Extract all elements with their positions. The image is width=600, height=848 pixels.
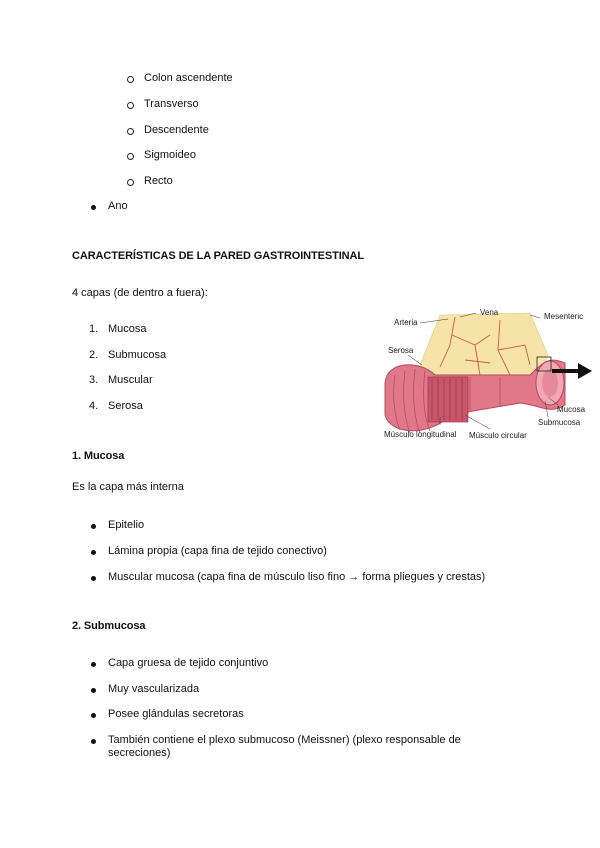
bullet-icon — [91, 688, 96, 693]
list-item: Muscular — [108, 374, 153, 386]
sublist-item: Transverso — [144, 98, 199, 110]
bullet-icon — [91, 205, 96, 210]
label-musculo-circular: Músculo circular — [469, 431, 527, 440]
bullet-icon — [91, 550, 96, 555]
list-number: 2. — [89, 349, 99, 361]
sublist-item: Descendente — [144, 124, 209, 136]
list-number: 1. — [89, 323, 99, 335]
label-musculo-longitudinal: Músculo longitudinal — [384, 430, 457, 439]
section-title: CARACTERÍSTICAS DE LA PARED GASTROINTESTINAL — [72, 250, 364, 262]
sublist-item: Recto — [144, 175, 173, 187]
hollow-bullet-icon — [127, 100, 135, 108]
hollow-bullet-icon — [127, 126, 135, 134]
hollow-bullet-icon — [127, 74, 135, 82]
sublist-item: Sigmoideo — [144, 149, 196, 161]
list-item: Muscular mucosa (capa fina de músculo liso fino → forma pliegues y crestas) — [108, 571, 486, 583]
list-item: Mucosa — [108, 323, 147, 335]
list-item: Muy vascularizada — [108, 683, 200, 695]
list-item: Posee glándulas secretoras — [108, 708, 244, 720]
mucosa-description: Es la capa más interna — [72, 481, 184, 493]
bullet-icon — [91, 662, 96, 667]
hollow-bullet-icon — [127, 177, 135, 185]
sublist-item: Colon ascendente — [144, 72, 233, 84]
label-vena: Vena — [480, 308, 499, 317]
gi-wall-figure — [380, 305, 596, 447]
list-item: Serosa — [108, 400, 143, 412]
list-item: Capa gruesa de tejido conjuntivo — [108, 657, 269, 669]
list-item: También contiene el plexo submucoso (Meissner) (plexo responsable de secreciones) — [108, 734, 461, 759]
bullet-icon — [91, 713, 96, 718]
bullet-icon — [91, 576, 96, 581]
list-item: Submucosa — [108, 349, 167, 361]
label-mucosa: Mucosa — [557, 405, 586, 414]
label-mesenterio: Mesenteric — [544, 312, 584, 321]
list-item-ano: Ano — [108, 200, 128, 212]
label-arteria: Arteria — [394, 318, 418, 327]
list-item: Epitelio — [108, 519, 145, 531]
intro-text: 4 capas (de dentro a fuera): — [72, 287, 208, 299]
list-number: 4. — [89, 400, 99, 412]
heading-submucosa: 2. Submucosa — [72, 620, 146, 632]
hollow-bullet-icon — [127, 151, 135, 159]
list-item: Lámina propia (capa fina de tejido conectivo) — [108, 545, 327, 557]
label-submucosa: Submucosa — [538, 418, 581, 427]
list-number: 3. — [89, 374, 99, 386]
bullet-icon — [91, 524, 96, 529]
heading-mucosa: 1. Mucosa — [72, 450, 125, 462]
bullet-icon — [91, 739, 96, 744]
label-serosa: Serosa — [388, 346, 414, 355]
